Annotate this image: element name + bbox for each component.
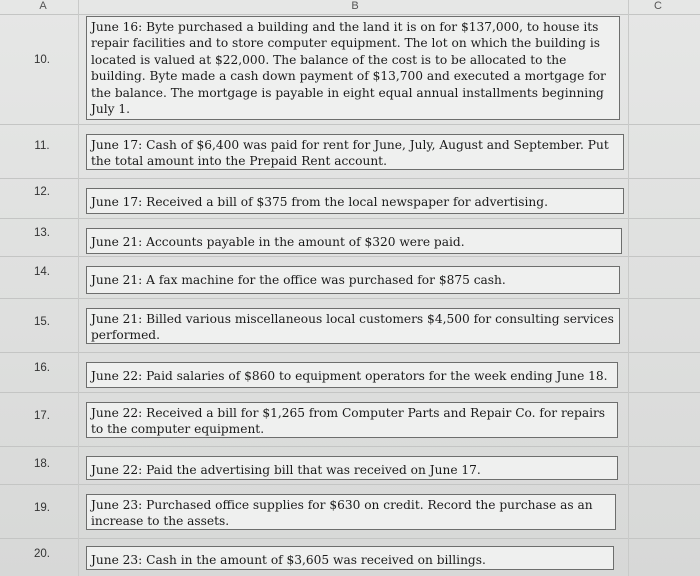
grid-line [0,256,700,257]
row-number: 14. [34,266,50,278]
entry-cell[interactable]: June 22: Received a bill for $1,265 from Computer Parts and Repair Co. for repairs to the computer equipment. [86,402,618,438]
grid-line [0,124,700,125]
row-number: 12. [34,186,50,198]
row-number: 19. [34,502,50,514]
grid-line [0,178,700,179]
grid-line [0,484,700,485]
entry-cell[interactable]: June 22: Paid the advertising bill that was received on June 17. [86,456,618,480]
grid-line [0,392,700,393]
row-number: 10. [34,54,50,66]
row-number: 20. [34,548,50,560]
row-number: 16. [34,362,50,374]
column-header-bar [0,0,700,14]
grid-line [78,0,79,576]
grid-line [0,538,700,539]
column-header-a[interactable]: A [39,0,47,12]
entry-cell[interactable]: June 21: Billed various miscellaneous local customers $4,500 for consulting services performed. [86,308,620,344]
grid-line [628,0,629,576]
entry-cell[interactable]: June 16: Byte purchased a building and the land it is on for $137,000, to house its repair facilities and to store computer equipment. The lot on which the building is located is valued at $22,000. The balance of the cost is to be allocated to the building. Byte made a cash down payment of $13,700 and executed a mortgage for the balance. The mortgage is payable in eight equal annual installments beginning July 1. [86,16,620,120]
grid-line [0,298,700,299]
row-number: 17. [34,410,50,422]
entry-cell[interactable]: June 22: Paid salaries of $860 to equipment operators for the week ending June 18. [86,362,618,388]
grid-line [0,352,700,353]
entry-cell[interactable]: June 17: Received a bill of $375 from the local newspaper for advertising. [86,188,624,214]
grid-line [0,218,700,219]
row-number: 15. [34,316,50,328]
entry-cell[interactable]: June 17: Cash of $6,400 was paid for rent for June, July, August and September. Put the total amount into the Prepaid Rent account. [86,134,624,170]
grid-line [0,446,700,447]
entry-cell[interactable]: June 21: Accounts payable in the amount of $320 were paid. [86,228,622,254]
entry-cell[interactable]: June 21: A fax machine for the office was purchased for $875 cash. [86,266,620,294]
column-header-c[interactable]: C [654,0,662,12]
column-header-b[interactable]: B [351,0,359,12]
entry-cell[interactable]: June 23: Purchased office supplies for $630 on credit. Record the purchase as an increase to the assets. [86,494,616,530]
row-number: 18. [34,458,50,470]
entry-cell[interactable]: June 23: Cash in the amount of $3,605 was received on billings. [86,546,614,570]
row-number: 11. [34,140,50,152]
grid-line [0,14,700,15]
row-number: 13. [34,227,50,239]
